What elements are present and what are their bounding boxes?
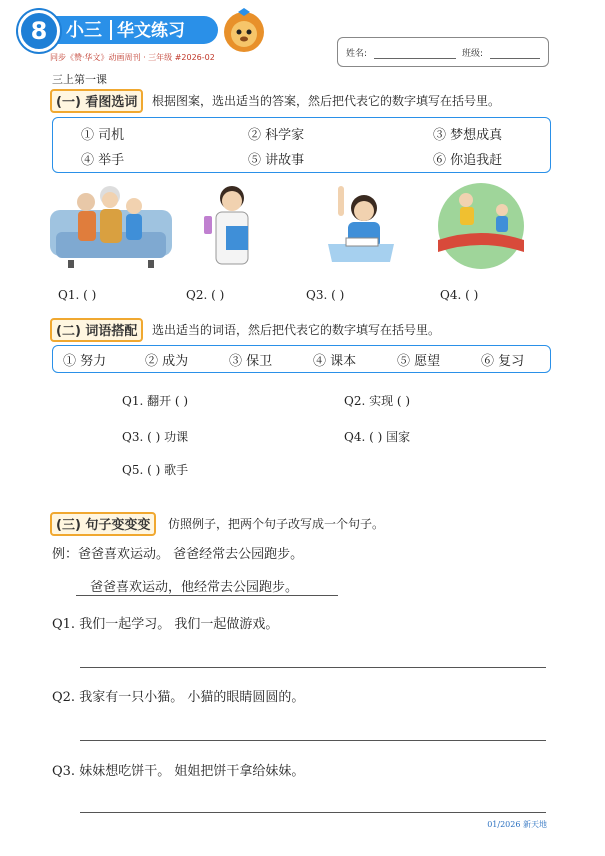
s2-question-1[interactable]: Q1. 翻开 ( ) xyxy=(122,394,189,408)
banner-divider xyxy=(110,20,112,40)
issue-number-badge: 8 xyxy=(18,10,60,52)
lion-mascot-icon xyxy=(218,8,270,54)
running-race-picture xyxy=(432,182,530,270)
option-3: ③ 梦想成真 xyxy=(433,128,503,143)
word-option-1: ① 努力 xyxy=(63,354,107,369)
section3-tag: (三) 句子变变变 xyxy=(50,512,156,536)
s3-answer-line-3[interactable] xyxy=(80,812,546,813)
name-field[interactable] xyxy=(374,58,456,59)
s1-question-1[interactable]: Q1. ( ) xyxy=(58,288,97,302)
name-label: 姓名: xyxy=(346,49,368,59)
worksheet-title: 华文练习 xyxy=(117,21,185,41)
scientist-picture xyxy=(196,180,266,270)
example-answer-line xyxy=(76,595,338,596)
section2-options-box xyxy=(52,345,551,373)
class-label: 班级: xyxy=(462,49,484,59)
section2-instruction: 选出适当的词语，然后把代表它的数字填写在括号里。 xyxy=(152,323,441,337)
word-option-4: ④ 课本 xyxy=(313,354,357,369)
word-option-3: ③ 保卫 xyxy=(229,354,273,369)
footer-issue: 01/2026 新天地 xyxy=(487,820,547,829)
s3-question-2: Q2. 我家有一只小猫。 小猫的眼睛圆圆的。 xyxy=(52,690,305,705)
storytelling-family-picture xyxy=(48,182,174,268)
s3-answer-line-2[interactable] xyxy=(80,740,546,741)
word-option-5: ⑤ 愿望 xyxy=(397,354,441,369)
section1-options-box xyxy=(52,117,551,173)
s3-question-1: Q1. 我们一起学习。 我们一起做游戏。 xyxy=(52,617,279,632)
s2-question-3[interactable]: Q3. ( ) 功课 xyxy=(122,430,189,444)
section2-tag: (二) 词语搭配 xyxy=(50,318,143,342)
option-5: ⑤ 讲故事 xyxy=(248,153,305,168)
section3-instruction: 仿照例子，把两个句子改写成一个句子。 xyxy=(168,517,385,531)
raising-hand-picture xyxy=(324,182,398,270)
option-4: ④ 举手 xyxy=(81,153,125,168)
word-option-2: ② 成为 xyxy=(145,354,189,369)
s2-question-2[interactable]: Q2. 实现 ( ) xyxy=(344,394,411,408)
option-6: ⑥ 你追我赶 xyxy=(433,153,503,168)
s3-question-3: Q3. 妹妹想吃饼干。 姐姐把饼干拿给妹妹。 xyxy=(52,764,305,779)
section1-instruction: 根据图案，选出适当的答案，然后把代表它的数字填写在括号里。 xyxy=(152,94,501,108)
subtitle: 同步《赞·华文》动画周刊 · 三年级 #2026-02 xyxy=(50,53,215,62)
s2-question-4[interactable]: Q4. ( ) 国家 xyxy=(344,430,411,444)
lesson-label: 三上第一课 xyxy=(52,73,107,86)
class-field[interactable] xyxy=(490,58,540,59)
s3-answer-line-1[interactable] xyxy=(80,667,546,668)
option-2: ② 科学家 xyxy=(248,128,305,143)
example-answer: 爸爸喜欢运动，他经常去公园跑步。 xyxy=(90,580,299,595)
example-sentences: 例：爸爸喜欢运动。 爸爸经常去公园跑步。 xyxy=(52,547,304,562)
s1-question-4[interactable]: Q4. ( ) xyxy=(440,288,479,302)
option-1: ① 司机 xyxy=(81,128,125,143)
s1-question-3[interactable]: Q3. ( ) xyxy=(306,288,345,302)
grade-label: 小三 xyxy=(66,20,102,41)
name-class-box xyxy=(337,37,549,67)
s1-question-2[interactable]: Q2. ( ) xyxy=(186,288,225,302)
section1-tag: (一) 看图选词 xyxy=(50,89,143,113)
s2-question-5[interactable]: Q5. ( ) 歌手 xyxy=(122,463,189,477)
word-option-6: ⑥ 复习 xyxy=(481,354,525,369)
